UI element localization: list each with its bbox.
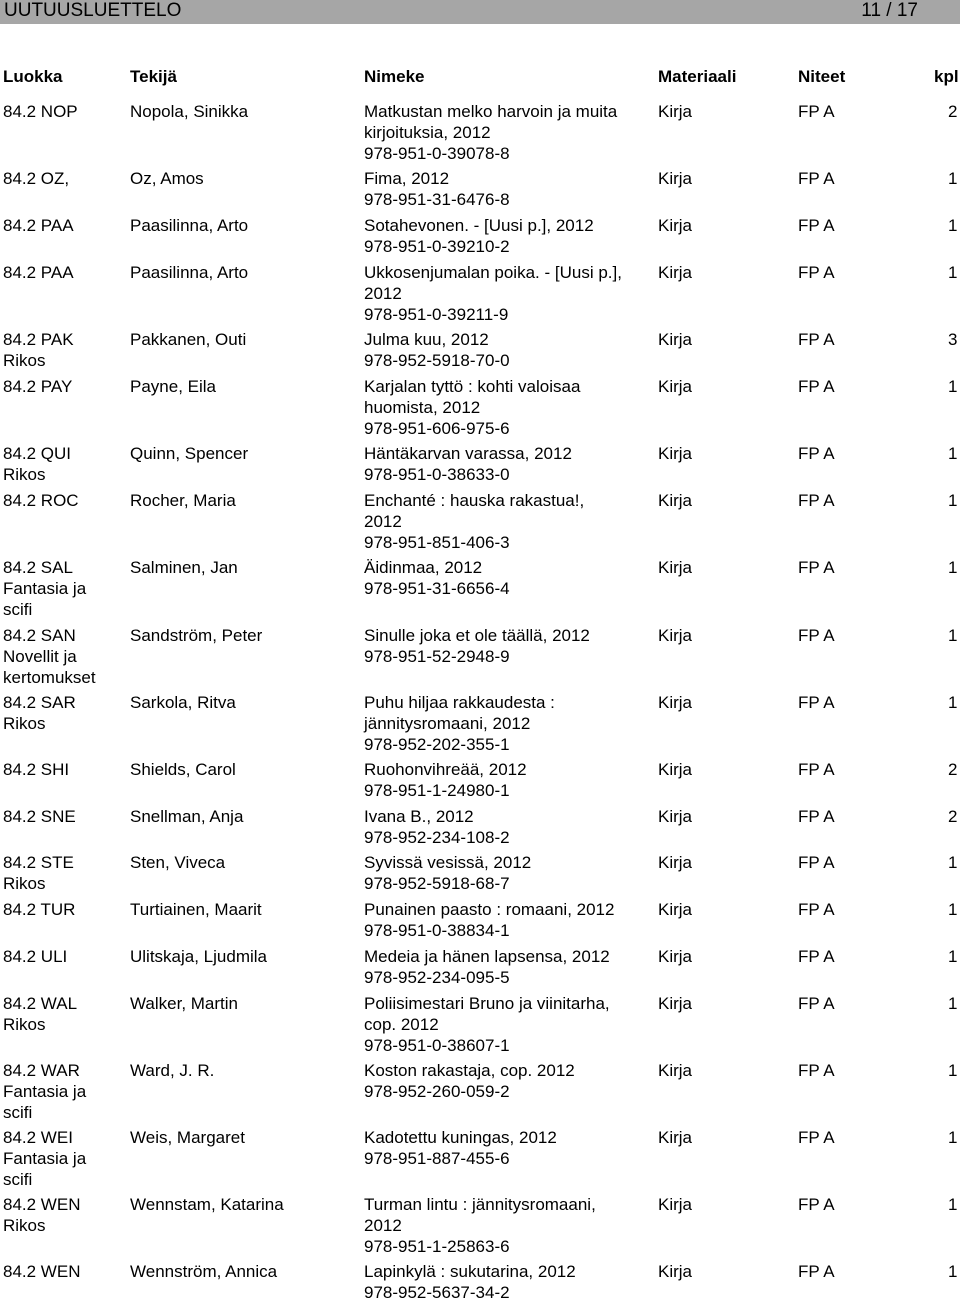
cell-kpl: 1 (948, 994, 958, 1013)
cell-luokka (3, 101, 127, 122)
cell-luokka (3, 329, 127, 371)
cell-luokka (3, 215, 127, 236)
cell-nimeke-line: Puhu hiljaa rakkaudesta : (364, 693, 555, 712)
cell-tekija: Ward, J. R. (130, 1061, 215, 1080)
cell-luokka-line: 84.2 OZ, (3, 169, 70, 188)
cell-nimeke-line: Punainen paasto : romaani, 2012 (364, 900, 615, 919)
cell-niteet: FP A (798, 169, 835, 188)
cell-kpl: 1 (948, 947, 958, 966)
cell-luokka-line: scifi (3, 1170, 33, 1189)
cell-materiaali: Kirja (658, 626, 693, 645)
cell-luokka-line: 84.2 STE (3, 853, 74, 872)
cell-nimeke-line: Sinulle joka et ole täällä, 2012 (364, 626, 590, 645)
cell-nimeke (364, 443, 646, 485)
cell-luokka (3, 1060, 127, 1123)
cell-nimeke (364, 168, 646, 210)
cell-nimeke-line: Turman lintu : jännitysromaani, (364, 1195, 596, 1214)
cell-materiaali: Kirja (658, 900, 693, 919)
cell-niteet: FP A (798, 760, 835, 779)
cell-nimeke (364, 806, 646, 848)
cell-nimeke-line: 978-951-1-25863-6 (364, 1237, 510, 1256)
cell-tekija: Ulitskaja, Ljudmila (130, 947, 267, 966)
cell-tekija: Nopola, Sinikka (130, 102, 249, 121)
cell-materiaali: Kirja (658, 377, 693, 396)
cell-nimeke-line: 978-951-0-38834-1 (364, 921, 510, 940)
cell-luokka-line: 84.2 ROC (3, 491, 79, 510)
cell-nimeke (364, 490, 646, 553)
cell-luokka (3, 806, 127, 827)
cell-materiaali: Kirja (658, 216, 693, 235)
column-header-niteet: Niteet (798, 67, 846, 86)
cell-materiaali: Kirja (658, 102, 693, 121)
cell-luokka-line: 84.2 SAN (3, 626, 76, 645)
cell-nimeke-line: Enchanté : hauska rakastua!, (364, 491, 585, 510)
cell-luokka (3, 490, 127, 511)
cell-niteet: FP A (798, 626, 835, 645)
cell-luokka-line: Rikos (3, 714, 46, 733)
cell-luokka-line: Fantasia ja (3, 1082, 87, 1101)
cell-nimeke-line: Poliisimestari Bruno ja viinitarha, (364, 994, 610, 1013)
cell-luokka-line: kertomukset (3, 668, 96, 687)
cell-nimeke (364, 625, 646, 667)
cell-luokka-line: 84.2 SAL (3, 558, 73, 577)
cell-nimeke-line: 978-951-0-38633-0 (364, 465, 510, 484)
cell-luokka-line: Rikos (3, 1015, 46, 1034)
page-title: UUTUUSLUETTELO (4, 0, 182, 21)
cell-tekija: Payne, Eila (130, 377, 216, 396)
header-bar (0, 0, 960, 24)
cell-niteet: FP A (798, 994, 835, 1013)
column-header-materiaali: Materiaali (658, 67, 737, 86)
cell-luokka (3, 625, 127, 688)
cell-niteet: FP A (798, 900, 835, 919)
cell-kpl: 2 (948, 760, 958, 779)
cell-luokka (3, 899, 127, 920)
cell-luokka-line: 84.2 PAY (3, 377, 73, 396)
cell-kpl: 1 (948, 558, 958, 577)
cell-nimeke-line: 978-951-1-24980-1 (364, 781, 510, 800)
cell-nimeke-line: Lapinkylä : sukutarina, 2012 (364, 1262, 576, 1281)
cell-nimeke-line: Matkustan melko harvoin ja muita (364, 102, 618, 121)
cell-materiaali: Kirja (658, 491, 693, 510)
cell-nimeke (364, 329, 646, 371)
cell-nimeke-line: 978-952-5918-70-0 (364, 351, 510, 370)
cell-kpl: 1 (948, 444, 958, 463)
cell-nimeke-line: 978-952-234-095-5 (364, 968, 510, 987)
cell-nimeke (364, 852, 646, 894)
cell-niteet: FP A (798, 330, 835, 349)
cell-nimeke-line: Fima, 2012 (364, 169, 450, 188)
cell-luokka-line: Fantasia ja (3, 1149, 87, 1168)
cell-luokka (3, 1261, 127, 1282)
cell-luokka (3, 376, 127, 397)
cell-materiaali: Kirja (658, 760, 693, 779)
cell-luokka-line: scifi (3, 1103, 33, 1122)
cell-luokka-line: 84.2 SHI (3, 760, 70, 779)
column-header-tekija: Tekijä (130, 67, 177, 86)
cell-luokka (3, 557, 127, 620)
cell-nimeke-line: 978-952-202-355-1 (364, 735, 510, 754)
cell-materiaali: Kirja (658, 558, 693, 577)
cell-luokka-line: Novellit ja (3, 647, 77, 666)
cell-luokka-line: Rikos (3, 351, 46, 370)
cell-materiaali: Kirja (658, 947, 693, 966)
cell-luokka-line: 84.2 SNE (3, 807, 76, 826)
cell-luokka-line: Fantasia ja (3, 579, 87, 598)
cell-nimeke (364, 215, 646, 257)
cell-luokka (3, 946, 127, 967)
cell-materiaali: Kirja (658, 1061, 693, 1080)
cell-nimeke-line: cop. 2012 (364, 1015, 439, 1034)
cell-kpl: 1 (948, 1128, 958, 1147)
cell-nimeke (364, 692, 646, 755)
cell-materiaali: Kirja (658, 169, 693, 188)
cell-kpl: 1 (948, 1262, 958, 1281)
cell-materiaali: Kirja (658, 994, 693, 1013)
cell-luokka-line: 84.2 PAA (3, 263, 74, 282)
cell-niteet: FP A (798, 216, 835, 235)
cell-nimeke-line: Ivana B., 2012 (364, 807, 474, 826)
cell-niteet: FP A (798, 102, 835, 121)
cell-luokka (3, 168, 127, 189)
cell-niteet: FP A (798, 263, 835, 282)
cell-materiaali: Kirja (658, 853, 693, 872)
cell-tekija: Turtiainen, Maarit (130, 900, 262, 919)
cell-tekija: Shields, Carol (130, 760, 236, 779)
cell-materiaali: Kirja (658, 330, 693, 349)
cell-nimeke-line: 2012 (364, 284, 402, 303)
cell-nimeke-line: kirjoituksia, 2012 (364, 123, 491, 142)
cell-tekija: Rocher, Maria (130, 491, 236, 510)
cell-nimeke-line: Häntäkarvan varassa, 2012 (364, 444, 572, 463)
cell-niteet: FP A (798, 558, 835, 577)
cell-nimeke-line: 978-951-0-39210-2 (364, 237, 510, 256)
cell-niteet: FP A (798, 1262, 835, 1281)
cell-tekija: Sten, Viveca (130, 853, 226, 872)
cell-materiaali: Kirja (658, 1195, 693, 1214)
cell-luokka (3, 443, 127, 485)
cell-materiaali: Kirja (658, 1128, 693, 1147)
cell-nimeke-line: 978-951-0-38607-1 (364, 1036, 510, 1055)
cell-kpl: 1 (948, 169, 958, 188)
cell-tekija: Walker, Martin (130, 994, 239, 1013)
cell-luokka-line: 84.2 QUI (3, 444, 72, 463)
cell-tekija: Wennstam, Katarina (130, 1195, 284, 1214)
cell-kpl: 1 (948, 377, 958, 396)
cell-nimeke-line: Koston rakastaja, cop. 2012 (364, 1061, 575, 1080)
cell-kpl: 1 (948, 491, 958, 510)
cell-luokka (3, 1194, 127, 1236)
cell-nimeke (364, 262, 646, 325)
cell-niteet: FP A (798, 444, 835, 463)
cell-luokka-line: Rikos (3, 874, 46, 893)
cell-niteet: FP A (798, 947, 835, 966)
cell-materiaali: Kirja (658, 263, 693, 282)
cell-nimeke-line: huomista, 2012 (364, 398, 481, 417)
cell-kpl: 1 (948, 263, 958, 282)
cell-luokka (3, 1127, 127, 1190)
cell-kpl: 2 (948, 807, 958, 826)
cell-tekija: Snellman, Anja (130, 807, 244, 826)
cell-tekija: Sarkola, Ritva (130, 693, 236, 712)
cell-tekija: Wennström, Annica (130, 1262, 278, 1281)
cell-luokka-line: scifi (3, 600, 33, 619)
cell-luokka-line: 84.2 WAR (3, 1061, 80, 1080)
cell-nimeke (364, 899, 646, 941)
cell-kpl: 1 (948, 693, 958, 712)
cell-kpl: 1 (948, 626, 958, 645)
cell-nimeke-line: 2012 (364, 512, 402, 531)
cell-luokka-line: 84.2 WEI (3, 1128, 73, 1147)
cell-materiaali: Kirja (658, 807, 693, 826)
cell-luokka-line: 84.2 WEN (3, 1195, 81, 1214)
cell-kpl: 1 (948, 900, 958, 919)
cell-tekija: Sandström, Peter (130, 626, 263, 645)
cell-kpl: 2 (948, 102, 958, 121)
cell-tekija: Salminen, Jan (130, 558, 238, 577)
cell-luokka-line: 84.2 TUR (3, 900, 76, 919)
cell-luokka-line: 84.2 PAA (3, 216, 74, 235)
cell-nimeke-line: Medeia ja hänen lapsensa, 2012 (364, 947, 610, 966)
cell-tekija: Paasilinna, Arto (130, 263, 249, 282)
cell-niteet: FP A (798, 1195, 835, 1214)
cell-luokka-line: Rikos (3, 1216, 46, 1235)
cell-luokka (3, 852, 127, 894)
cell-nimeke-line: 978-952-5637-34-2 (364, 1283, 510, 1302)
cell-niteet: FP A (798, 807, 835, 826)
cell-nimeke (364, 1060, 646, 1102)
cell-luokka-line: 84.2 WAL (3, 994, 78, 1013)
cell-tekija: Pakkanen, Outi (130, 330, 247, 349)
cell-nimeke (364, 1194, 646, 1257)
cell-nimeke (364, 101, 646, 164)
cell-luokka-line: 84.2 WEN (3, 1262, 81, 1281)
cell-niteet: FP A (798, 1128, 835, 1147)
cell-materiaali: Kirja (658, 693, 693, 712)
page-number: 11 / 17 (861, 0, 918, 21)
cell-nimeke-line: 978-951-606-975-6 (364, 419, 510, 438)
cell-nimeke-line: Karjalan tyttö : kohti valoisaa (364, 377, 581, 396)
cell-nimeke-line: 978-951-851-406-3 (364, 533, 510, 552)
cell-nimeke-line: Sotahevonen. - [Uusi p.], 2012 (364, 216, 594, 235)
cell-luokka (3, 262, 127, 283)
cell-tekija: Oz, Amos (130, 169, 204, 188)
cell-nimeke (364, 993, 646, 1056)
cell-kpl: 1 (948, 216, 958, 235)
cell-luokka-line: 84.2 NOP (3, 102, 78, 121)
cell-kpl: 1 (948, 853, 958, 872)
cell-nimeke-line: 978-951-31-6656-4 (364, 579, 510, 598)
cell-niteet: FP A (798, 853, 835, 872)
cell-nimeke (364, 557, 646, 599)
cell-nimeke-line: Äidinmaa, 2012 (364, 558, 483, 577)
cell-kpl: 1 (948, 1195, 958, 1214)
cell-nimeke-line: 978-951-31-6476-8 (364, 190, 510, 209)
cell-nimeke-line: Julma kuu, 2012 (364, 330, 489, 349)
cell-luokka (3, 759, 127, 780)
cell-luokka-line: 84.2 ULI (3, 947, 68, 966)
cell-nimeke-line: 978-951-0-39078-8 (364, 144, 510, 163)
cell-kpl: 3 (948, 330, 958, 349)
cell-nimeke (364, 1261, 646, 1303)
cell-luokka-line: Rikos (3, 465, 46, 484)
cell-tekija: Weis, Margaret (130, 1128, 245, 1147)
cell-materiaali: Kirja (658, 1262, 693, 1281)
column-header-kpl: kpl (934, 67, 959, 86)
cell-luokka (3, 993, 127, 1035)
cell-nimeke (364, 376, 646, 439)
cell-kpl: 1 (948, 1061, 958, 1080)
cell-tekija: Quinn, Spencer (130, 444, 249, 463)
cell-nimeke (364, 946, 646, 988)
cell-nimeke-line: 978-952-234-108-2 (364, 828, 510, 847)
cell-tekija: Paasilinna, Arto (130, 216, 249, 235)
cell-nimeke-line: Ruohonvihreää, 2012 (364, 760, 527, 779)
cell-niteet: FP A (798, 377, 835, 396)
cell-niteet: FP A (798, 491, 835, 510)
cell-nimeke-line: 978-951-52-2948-9 (364, 647, 510, 666)
cell-materiaali: Kirja (658, 444, 693, 463)
cell-nimeke-line: Syvissä vesissä, 2012 (364, 853, 532, 872)
column-header-nimeke: Nimeke (364, 67, 425, 86)
cell-niteet: FP A (798, 693, 835, 712)
cell-nimeke (364, 759, 646, 801)
cell-nimeke-line: Kadotettu kuningas, 2012 (364, 1128, 557, 1147)
cell-luokka (3, 692, 127, 734)
cell-nimeke-line: Ukkosenjumalan poika. - [Uusi p.], (364, 263, 622, 282)
column-header-luokka: Luokka (3, 67, 63, 86)
cell-luokka-line: 84.2 SAR (3, 693, 76, 712)
cell-nimeke-line: 978-951-887-455-6 (364, 1149, 510, 1168)
cell-nimeke (364, 1127, 646, 1169)
cell-nimeke-line: 978-952-5918-68-7 (364, 874, 510, 893)
cell-nimeke-line: jännitysromaani, 2012 (364, 714, 531, 733)
cell-nimeke-line: 978-951-0-39211-9 (364, 305, 509, 324)
cell-nimeke-line: 978-952-260-059-2 (364, 1082, 510, 1101)
cell-luokka-line: 84.2 PAK (3, 330, 74, 349)
cell-nimeke-line: 2012 (364, 1216, 402, 1235)
cell-niteet: FP A (798, 1061, 835, 1080)
